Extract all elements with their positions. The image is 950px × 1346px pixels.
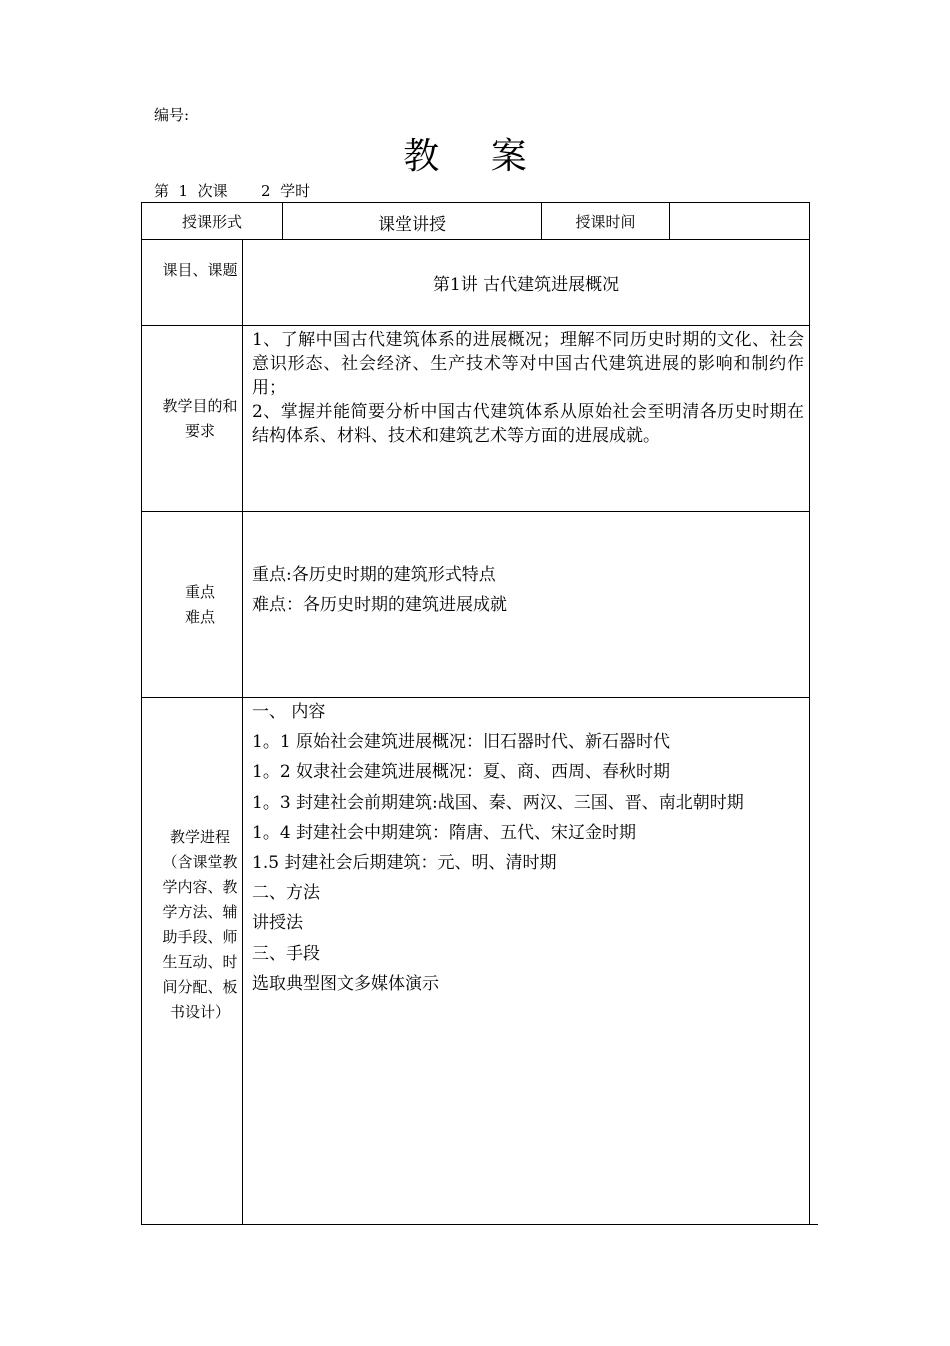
page-title: 教 案 bbox=[403, 136, 547, 177]
process-label: 教学进程（含课堂教学内容、教学方法、辅助手段、师生互动、时间分配、板书设计） bbox=[162, 828, 238, 1021]
session-info: 第 1 次课 2 学时 bbox=[154, 182, 311, 200]
table-border-top bbox=[141, 202, 810, 203]
teaching-form-value: 课堂讲授 bbox=[378, 215, 446, 235]
table-border-right bbox=[809, 202, 810, 1225]
process-line: 1.5 封建社会后期建筑：元、明、清时期 bbox=[252, 852, 557, 873]
process-line: 1。1 原始社会建筑进展概况：旧石器时代、新石器时代 bbox=[252, 732, 671, 753]
table-border-left bbox=[141, 202, 142, 1225]
teaching-time-label: 授课时间 bbox=[575, 213, 636, 231]
process-line: 三、手段 bbox=[252, 943, 320, 964]
table-divider bbox=[242, 239, 243, 1225]
key-point: 重点:各历史时期的建筑形式特点 bbox=[252, 565, 496, 585]
objectives-text: 1、了解中国古代建筑体系的进展概况；理解不同历史时期的文化、社会意识形态、社会经济、生产技术等对中国古代建筑进展的影响和制约作用； 2、掌握并能简要分析中国古代建筑体系从原始社会至明清各历史时期在结构体系、材料、技术和建筑艺术等方面的进展成就。 bbox=[252, 330, 804, 446]
teaching-form-label: 授课形式 bbox=[181, 213, 242, 231]
process-line: 讲授法 bbox=[252, 913, 303, 934]
process-line: 1。4 封建社会中期建筑：隋唐、五代、宋辽金时期 bbox=[252, 822, 637, 843]
keypoints-label: 重点难点 bbox=[184, 583, 215, 626]
table-divider bbox=[669, 202, 670, 240]
process-content bbox=[252, 697, 808, 999]
objectives-label: 教学目的和要求 bbox=[162, 397, 238, 440]
process-line: 一、 内容 bbox=[252, 702, 326, 722]
process-line: 选取典型图文多媒体演示 bbox=[252, 973, 439, 994]
difficult-point: 难点：各历史时期的建筑进展成就 bbox=[252, 595, 507, 615]
process-line: 1。2 奴隶社会建筑进展概况：夏、商、西周、春秋时期 bbox=[252, 762, 671, 783]
document-number-label: 编号: bbox=[154, 106, 190, 124]
keypoints-block bbox=[252, 560, 804, 620]
process-line: 1。3 封建社会前期建筑:战国、秦、两汉、三国、晋、南北朝时期 bbox=[252, 792, 744, 813]
process-line: 二、方法 bbox=[252, 883, 320, 904]
topic-value: 第1讲 古代建筑进展概况 bbox=[432, 275, 620, 295]
topic-label: 课目、课题 bbox=[162, 261, 238, 279]
